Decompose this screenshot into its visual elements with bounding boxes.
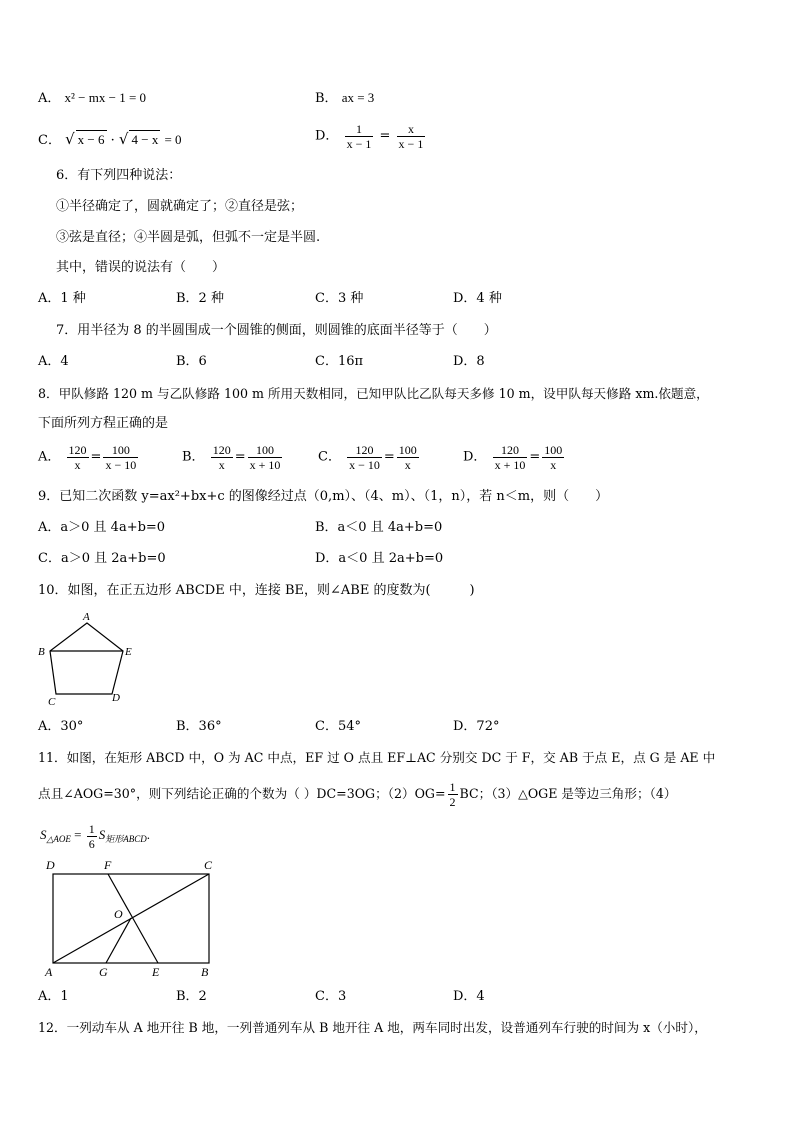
equals-sign: = bbox=[529, 449, 541, 465]
fraction bbox=[347, 443, 382, 472]
q8-option-d bbox=[463, 443, 566, 472]
equals-sign: = bbox=[379, 128, 391, 144]
q5-option-c-dot: · bbox=[110, 133, 115, 148]
point-label-o: O bbox=[114, 907, 123, 921]
q9-option-c: C．a＞0 且 2a+b=0 bbox=[38, 551, 166, 566]
q8-option-a bbox=[38, 443, 140, 472]
q7-option-a: A．4 bbox=[38, 354, 69, 369]
q10-option-d: D．72° bbox=[453, 719, 500, 734]
q5-option-b-expr: ax = 3 bbox=[341, 90, 375, 105]
equals-sign: = bbox=[234, 449, 246, 465]
point-label-e: E bbox=[152, 965, 160, 979]
denominator: x − 10 bbox=[349, 458, 380, 472]
denominator: x − 1 bbox=[346, 137, 372, 151]
q5-option-c-radicand-1: x − 6 bbox=[77, 132, 105, 147]
q5-option-c-rhs: = 0 bbox=[164, 132, 182, 147]
q9-option-a: A．a＞0 且 4a+b=0 bbox=[38, 520, 166, 535]
q6-line-3: 其中，错误的说法有（ ） bbox=[56, 260, 226, 275]
q5-option-d-frac-2 bbox=[397, 122, 426, 151]
point-label-g: G bbox=[99, 965, 108, 979]
numerator: 100 bbox=[398, 443, 417, 457]
q11-option-a: A．1 bbox=[38, 989, 69, 1004]
q6-line-2: ③弦是直径；④半圆是弧，但弧不一定是半圆. bbox=[56, 230, 321, 245]
q8-stem-line-2: 下面所列方程正确的是 bbox=[38, 416, 169, 431]
fraction bbox=[397, 443, 419, 472]
fraction bbox=[103, 443, 138, 472]
denominator: x bbox=[550, 458, 557, 472]
q6-line-1: ①半径确定了，圆就确定了；②直径是弦； bbox=[56, 199, 304, 214]
numerator: 120 bbox=[347, 443, 382, 458]
denominator: x + 10 bbox=[249, 458, 281, 472]
q5-option-c-label: C． bbox=[38, 133, 61, 148]
numerator: 100 bbox=[103, 443, 138, 458]
sqrt-sign-icon: √ bbox=[118, 130, 129, 148]
pentagon-figure bbox=[30, 608, 140, 708]
fraction bbox=[493, 443, 528, 472]
numerator: 1 bbox=[345, 122, 374, 137]
q9-stem: 9．已知二次函数 y=ax²+bx+c 的图像经过点（0,m）、（4、m）、（1，n），若 n＜m，则（ ） bbox=[38, 489, 609, 504]
q5-option-a-label: A． bbox=[38, 91, 61, 106]
equals-sign: = bbox=[383, 449, 395, 465]
area-subscript: 矩形ABCD bbox=[105, 834, 147, 844]
q5-option-d-frac-1 bbox=[345, 122, 374, 151]
fraction bbox=[542, 443, 564, 472]
pentagon-shape bbox=[50, 623, 123, 694]
period: . bbox=[146, 827, 151, 842]
point-label-f: F bbox=[104, 858, 112, 872]
q6-option-d: D．4 种 bbox=[453, 291, 502, 306]
option-label: B． bbox=[182, 449, 205, 465]
q11-option-b: B．2 bbox=[176, 989, 207, 1004]
q5-option-b bbox=[315, 89, 374, 108]
q11-area-formula bbox=[40, 818, 150, 852]
denominator: x + 10 bbox=[494, 458, 526, 472]
denominator: x bbox=[404, 458, 411, 472]
area-subscript: △AOE bbox=[46, 834, 71, 844]
numerator: 100 bbox=[248, 443, 283, 458]
denominator: x bbox=[74, 458, 81, 472]
equals-sign: = bbox=[90, 449, 102, 465]
q5-option-c bbox=[38, 130, 182, 150]
q10-option-b: B．36° bbox=[176, 719, 222, 734]
q7-option-d: D．8 bbox=[453, 354, 485, 369]
q11-sixth-fraction bbox=[87, 822, 97, 851]
q11-stem-line-1: 11．如图，在矩形 ABCD 中，O 为 AC 中点，EF 过 O 点且 EF⊥AC 分别交 DC 于 F，交 AB 于点 E，点 G 是 AE 中 bbox=[38, 750, 716, 765]
q9-option-b: B．a＜0 且 4a+b=0 bbox=[315, 520, 443, 535]
q5-option-a-expr: x² − mx − 1 = 0 bbox=[64, 90, 147, 105]
q11-stem-line-2-part-b: BC；（3）△OGE 是等边三角形；（4） bbox=[459, 786, 677, 801]
vertex-label-d: D bbox=[112, 692, 120, 704]
rectangle-figure bbox=[36, 852, 226, 984]
fraction bbox=[67, 443, 89, 472]
sqrt-sign-icon: √ bbox=[65, 130, 75, 148]
q6-stem: 6．有下列四种说法： bbox=[56, 168, 182, 183]
denominator: x − 1 bbox=[398, 137, 424, 151]
denominator: 2 bbox=[449, 795, 456, 809]
numerator: 120 bbox=[212, 443, 231, 457]
vertex-label-a: A bbox=[83, 611, 90, 623]
q11-option-d: D．4 bbox=[453, 989, 485, 1004]
numerator: 1 bbox=[449, 780, 456, 794]
numerator: 1 bbox=[88, 821, 95, 836]
q5-option-b-label: B． bbox=[315, 91, 338, 106]
fraction bbox=[248, 443, 283, 472]
fraction bbox=[211, 443, 233, 472]
q7-stem: 7．用半径为 8 的半圆围成一个圆锥的侧面，则圆锥的底面半径等于（ ） bbox=[56, 323, 497, 338]
q6-option-a: A．1 种 bbox=[38, 291, 86, 306]
q12-stem: 12．一列动车从 A 地开往 B 地，一列普通列车从 B 地开往 A 地，两车同时出发，设普通列车行驶的时间为 x（小时）， bbox=[38, 1020, 707, 1035]
numerator: 120 bbox=[68, 443, 87, 457]
vertex-label-e: E bbox=[125, 646, 132, 658]
option-label: A． bbox=[38, 449, 61, 465]
q7-option-c: C．16π bbox=[315, 354, 364, 369]
denominator: 6 bbox=[88, 836, 95, 851]
q6-option-b: B．2 种 bbox=[176, 291, 224, 306]
q11-half-fraction bbox=[448, 780, 458, 809]
q10-option-c: C．54° bbox=[315, 719, 361, 734]
q5-option-c-radicand-2: 4 − x bbox=[131, 132, 159, 147]
numerator: 100 bbox=[544, 443, 563, 457]
q11-stem-line-2 bbox=[38, 776, 676, 812]
q8-option-b bbox=[182, 443, 284, 472]
q6-option-c: C．3 种 bbox=[315, 291, 364, 306]
vertex-label-a: A bbox=[45, 965, 53, 979]
numerator: x bbox=[397, 122, 426, 137]
q5-option-d-label: D． bbox=[315, 128, 339, 144]
q7-option-b: B．6 bbox=[176, 354, 207, 369]
numerator: 120 bbox=[493, 443, 528, 458]
q5-option-d bbox=[315, 122, 427, 151]
q11-stem-line-2-part-a: 点且∠AOG=30°，则下列结论正确的个数为（ ）DC=3OG；（2）OG= bbox=[38, 786, 446, 801]
option-label: D． bbox=[463, 449, 487, 465]
q9-option-d: D．a＜0 且 2a+b=0 bbox=[315, 551, 444, 566]
equals-sign: = bbox=[74, 827, 82, 842]
q5-option-a bbox=[38, 89, 146, 108]
q10-stem: 10．如图，在正五边形 ABCDE 中，连接 BE，则∠ABE 的度数为( ) bbox=[38, 583, 475, 598]
segment-og bbox=[106, 918, 131, 963]
q8-option-c bbox=[318, 443, 421, 472]
area-symbol: S bbox=[98, 827, 106, 842]
q11-option-c: C．3 bbox=[315, 989, 347, 1004]
q8-stem-line-1: 8．甲队修路 120 m 与乙队修路 100 m 所用天数相同，已知甲队比乙队每天多修 10 m，设甲队每天修路 xm.依题意， bbox=[38, 386, 709, 401]
vertex-label-b: B bbox=[201, 965, 209, 979]
vertex-label-d: D bbox=[46, 858, 55, 872]
vertex-label-c: C bbox=[48, 696, 56, 708]
denominator: x bbox=[218, 458, 225, 472]
vertex-label-c: C bbox=[204, 858, 213, 872]
vertex-label-b: B bbox=[38, 646, 45, 658]
denominator: x − 10 bbox=[105, 458, 137, 472]
q10-option-a: A．30° bbox=[38, 719, 84, 734]
area-symbol: S bbox=[40, 827, 47, 842]
option-label: C． bbox=[318, 449, 341, 465]
